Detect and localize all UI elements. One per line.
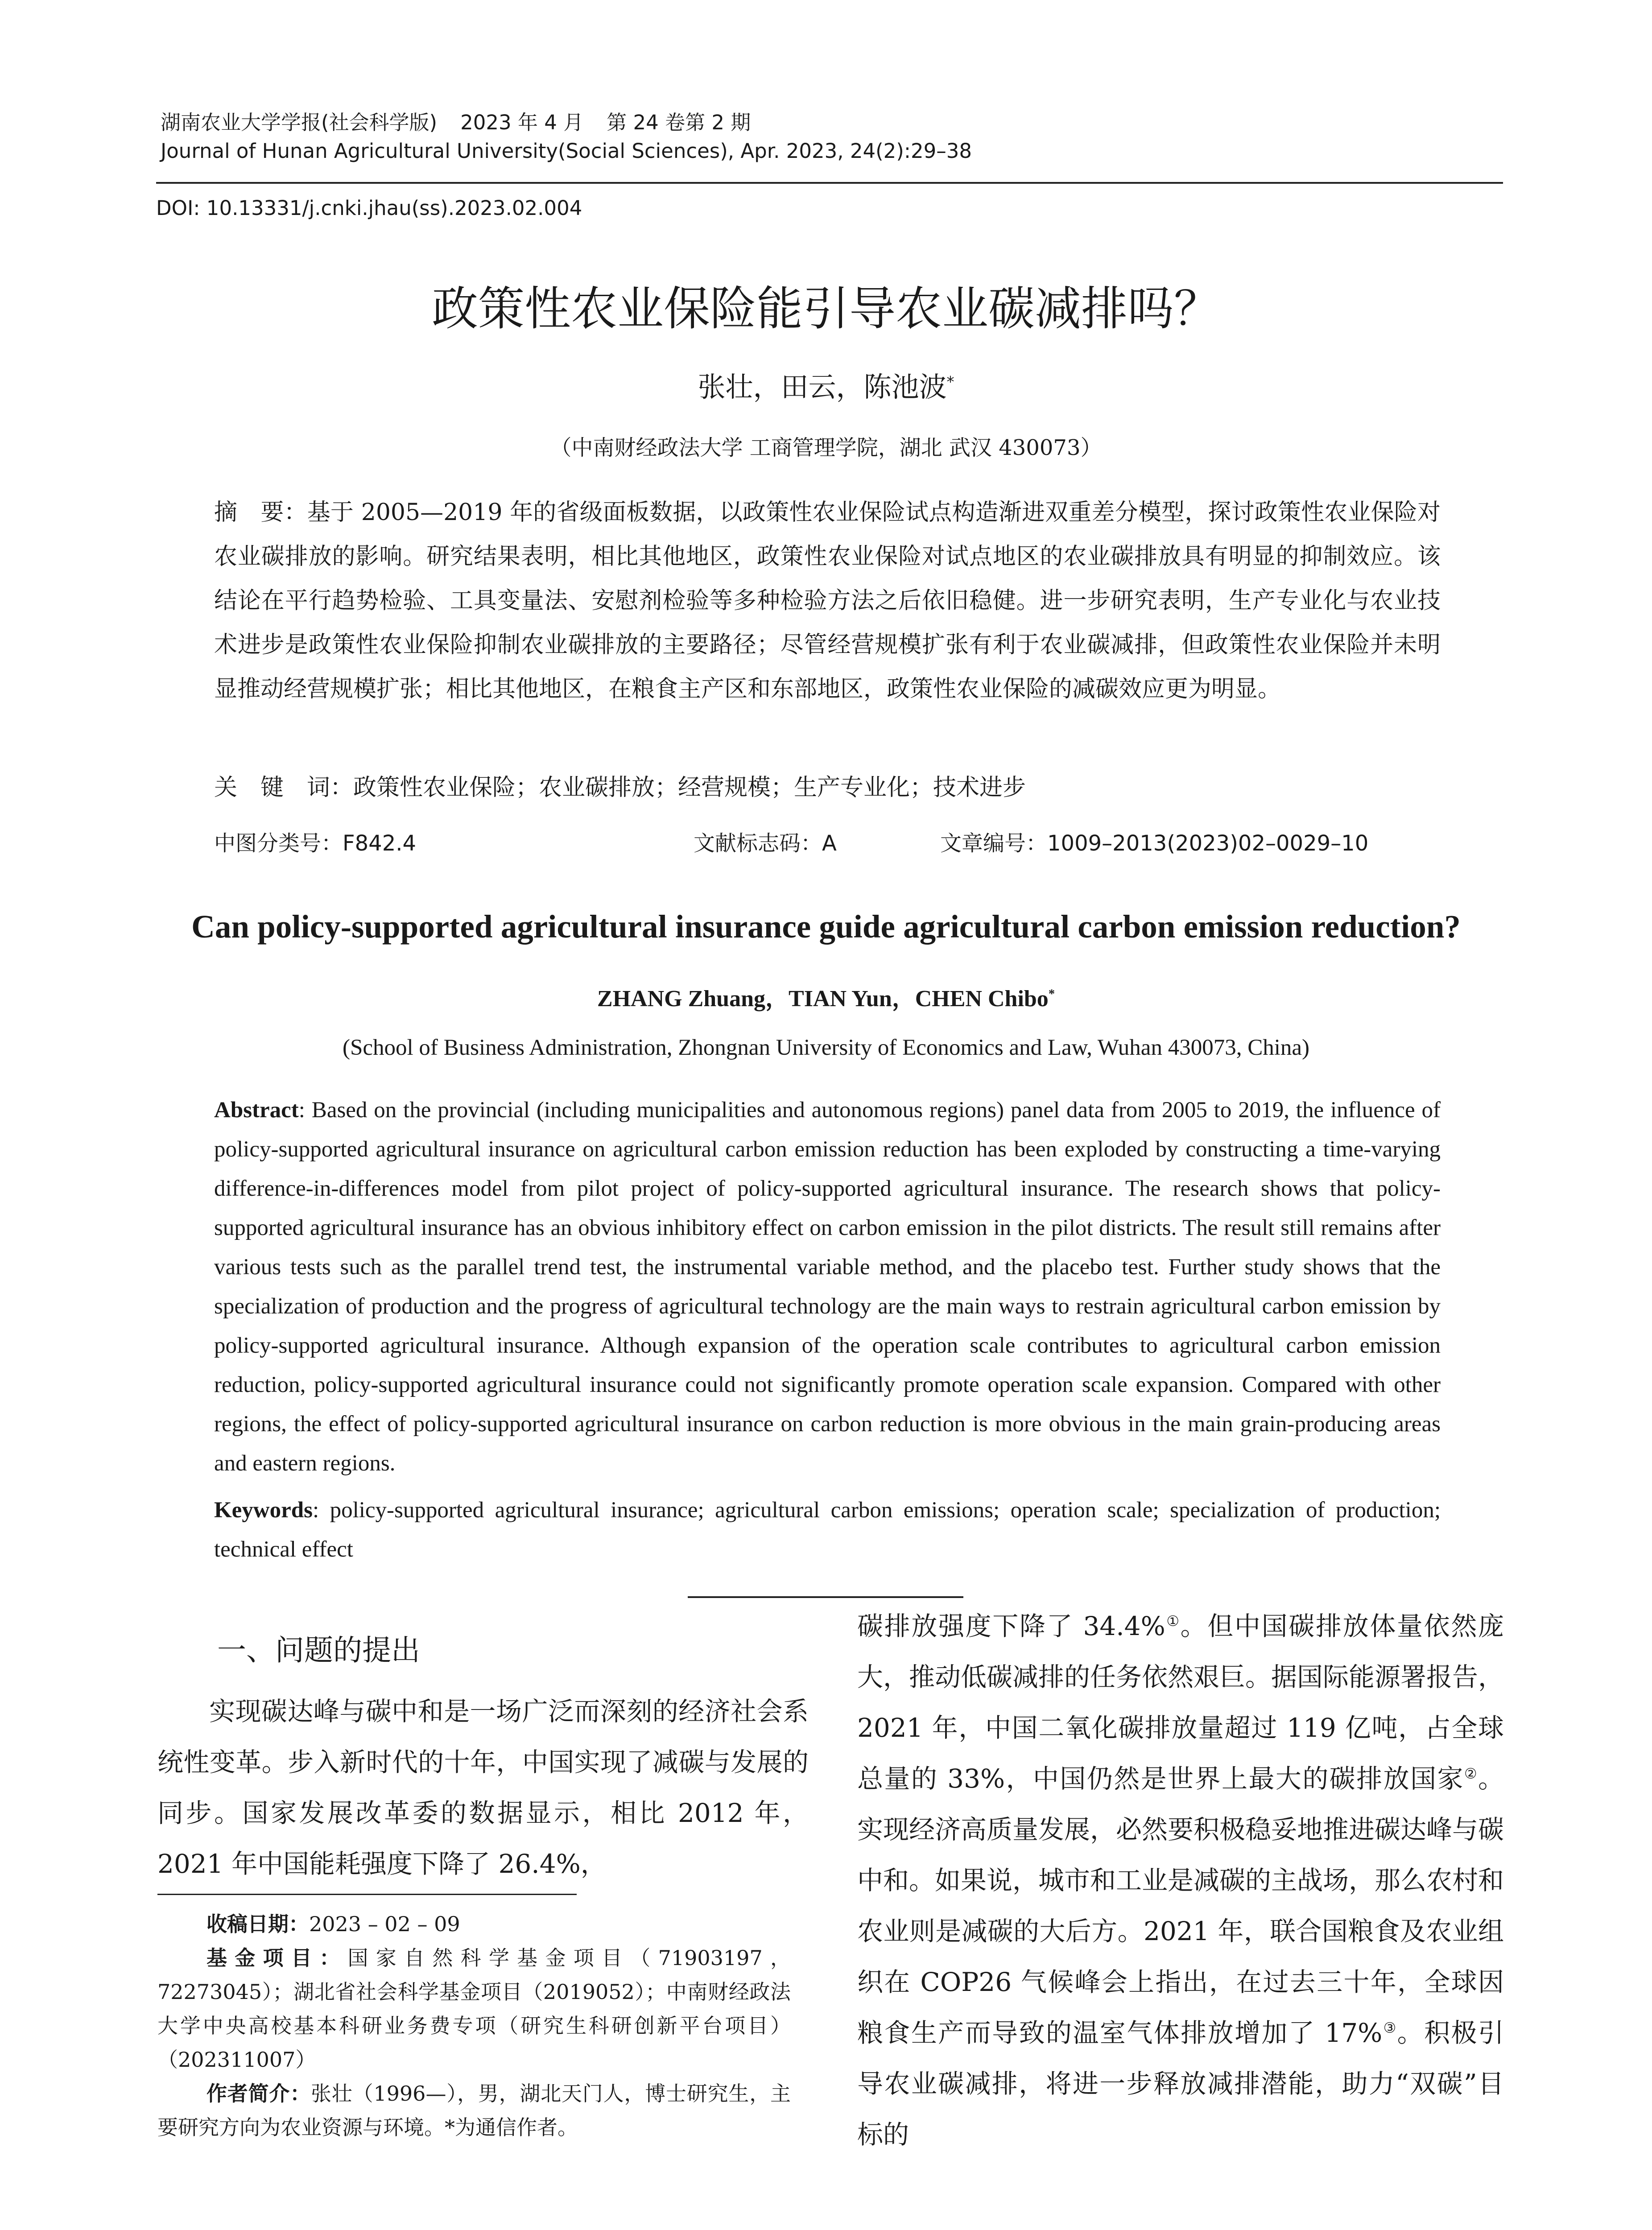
journal-name-cn: 湖南农业大学学报(社会科学版) <box>161 111 438 134</box>
body-text-3: 。实现经济高质量发展，必然要积极稳妥地推进碳达峰与碳中和。如果说，城市和工业是减碳的主战场，那么农村和农业则是减碳的大后方。2021 年，联合国粮食及农业组织在 COP26 气候峰会上指出，在过去三十年，全球因粮食生产而导致的温室气体排放增加了 17% <box>857 1763 1504 2048</box>
journal-header-en: Journal of Hunan Agricultural University(Social Sciences), Apr. 2023, 24(2):29–38 <box>161 139 972 163</box>
bio-value: 张壮（1996—），男，湖北天门人，博士研究生，主要研究方向为农业资源与环境。*为通信作者。 <box>157 2081 791 2139</box>
note-ref-2[interactable]: ② <box>1464 1765 1478 1782</box>
received-label: 收稿日期： <box>206 1912 309 1936</box>
note-ref-3[interactable]: ③ <box>1382 2019 1397 2036</box>
keywords-label-en: Keywords <box>214 1498 313 1523</box>
corresponding-author-mark: * <box>946 373 954 391</box>
fund-label: 基金项目： <box>206 1946 348 1970</box>
abstract-label-cn: 摘 要： <box>214 499 307 526</box>
keywords-label-cn: 关 键 词： <box>214 774 354 801</box>
received-date <box>157 1907 791 1941</box>
paper-title-en: Can policy-supported agricultural insurance guide agricultural carbon emission reduction? <box>191 909 1461 945</box>
authors-cn <box>0 365 1652 405</box>
authors-en <box>0 979 1652 1013</box>
keywords-cn <box>214 766 1441 810</box>
corresponding-author-mark-en: * <box>1048 987 1055 1001</box>
footnote-divider <box>157 1894 577 1895</box>
body-paragraph-left: 实现碳达峰与碳中和是一场广泛而深刻的经济社会系统性变革。步入新时代的十年，中国实现了减碳与发展的同步。国家发展改革委的数据显示，相比 2012 年，2021 年中国能耗强度下降了 26.4%， <box>157 1696 809 1879</box>
abstract-text-en: : Based on the provincial (including municipalities and autonomous regions) panel data from 2005 to 2019, the influence of policy-supported agricultural insurance on agricultural carbon emission reduction has been exploded by constructing a time-varying difference-in-differences model from pilot project of policy-supported agricultural insurance. The research shows that policy-supported agricultural insurance has an obvious inhibitory effect on carbon emission in the pilot districts. The result still remains after various tests such as the parallel trend test, the instrumental variable method, and the placebo test. Further study shows that the specialization of production and the progress of agricultural technology are the main ways to restrain agricultural carbon emission by policy-supported agricultural insurance. Although expansion of the operation scale contributes to agricultural carbon emission reduction, policy-supported agricultural insurance could not significantly promote operation scale expansion. Compared with other regions, the effect of policy-supported agricultural insurance on carbon reduction is more obvious in the main grain-producing areas and eastern regions. <box>214 1098 1441 1476</box>
keywords-text-cn: 政策性农业保险；农业碳排放；经营规模；生产专业化；技术进步 <box>353 774 1026 801</box>
body-paragraph-right <box>857 1601 1504 2160</box>
body-text-2: 。但中国碳排放体量依然庞大，推动低碳减排的任务依然艰巨。据国际能源署报告，2021 年，中国二氧化碳排放量超过 119 亿吨，占全球总量的 33%，中国仍然是世界上最大的碳排放国家 <box>857 1611 1504 1794</box>
paper-title-cn: 政策性农业保险能引导农业碳减排吗？ <box>431 281 1220 336</box>
author-names-en: ZHANG Zhuang，TIAN Yun，CHEN Chibo <box>597 986 1049 1012</box>
fund-info <box>157 1941 791 2077</box>
classification-number: 中图分类号：F842.4 <box>214 831 417 856</box>
note-ref-1[interactable]: ① <box>1165 1612 1181 1630</box>
article-number: 文章编号：1009–2013(2023)02–0029–10 <box>940 831 1369 856</box>
abstract-cn <box>214 491 1441 711</box>
keywords-text-en: : policy-supported agricultural insurance; agricultural carbon emissions; operation scale; specialization of production; technical effect <box>214 1498 1441 1562</box>
keywords-en <box>214 1491 1441 1569</box>
fund-value: 国家自然科学基金项目（71903197，72273045）；湖北省社会科学基金项目（2019052）；中南财经政法大学中央高校基本科研业务费专项（研究生科研创新平台项目）（202311007） <box>157 1946 791 2072</box>
abstract-label-en: Abstract <box>214 1098 299 1123</box>
author-names-cn: 张壮，田云，陈池波 <box>698 371 947 403</box>
document-code: 文献标志码：A <box>694 831 837 856</box>
affiliation-en: (School of Business Administration, Zhongnan University of Economics and Law, Wuhan 430073, China) <box>343 1035 1309 1060</box>
abstract-en <box>214 1090 1441 1483</box>
bio-label: 作者简介： <box>206 2081 311 2106</box>
abstract-text-cn: 基于 2005—2019 年的省级面板数据，以政策性农业保险试点构造渐进双重差分模型，探讨政策性农业保险对农业碳排放的影响。研究结果表明，相比其他地区，政策性农业保险对试点地区的农业碳排放具有明显的抑制效应。该结论在平行趋势检验、工具变量法、安慰剂检验等多种检验方法之后依旧稳健。进一步研究表明，生产专业化与农业技术进步是政策性农业保险抑制农业碳排放的主要路径；尽管经营规模扩张有利于农业碳减排，但政策性农业保险并未明显推动经营规模扩张；相比其他地区，在粮食主产区和东部地区，政策性农业保险的减碳效应更为明显。 <box>214 499 1441 702</box>
body-text-4: 。积极引导农业碳减排，将进一步释放减排潜能，助力“双碳”目标的 <box>857 2018 1504 2150</box>
volume-issue-cn: 第 24 卷第 2 期 <box>607 111 751 134</box>
doi[interactable]: DOI: 10.13331/j.cnki.jhau(ss).2023.02.004 <box>156 196 582 220</box>
received-value: 2023 – 02 – 09 <box>309 1912 460 1936</box>
header-divider <box>156 182 1503 184</box>
issue-date-cn: 2023 年 4 月 <box>460 111 584 134</box>
section-divider <box>688 1596 963 1598</box>
body-text-1: 碳排放强度下降了 34.4% <box>857 1611 1165 1641</box>
affiliation-cn: （中南财经政法大学 工商管理学院，湖北 武汉 430073） <box>550 435 1102 460</box>
section-heading: 一、问题的提出 <box>217 1634 421 1667</box>
journal-header-cn <box>161 106 774 135</box>
author-bio <box>157 2077 791 2144</box>
article-footnote <box>157 1907 791 2144</box>
